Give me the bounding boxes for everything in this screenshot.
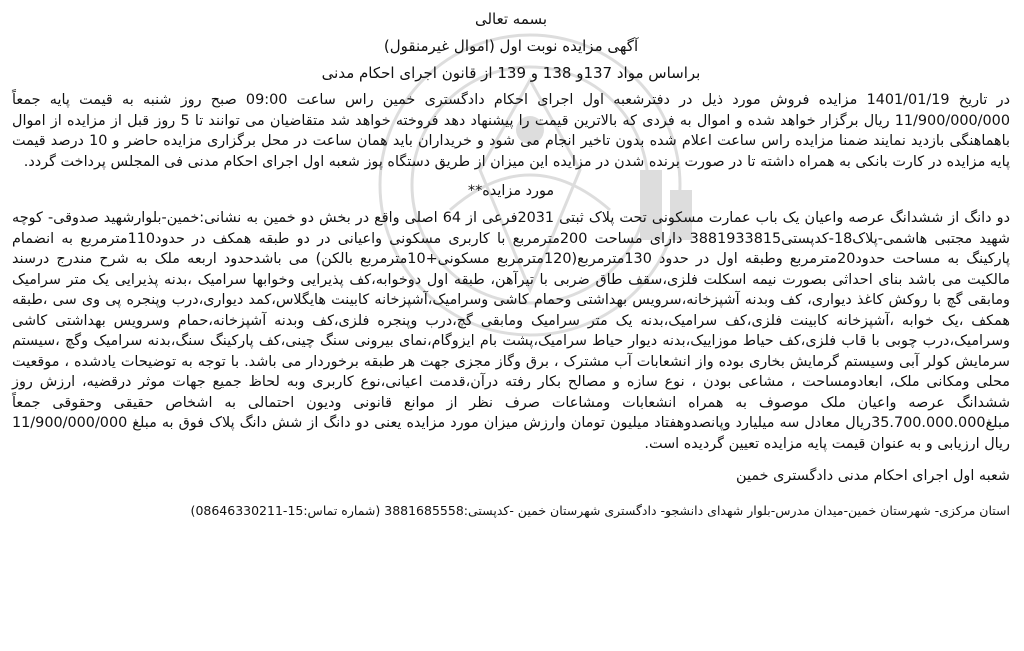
notice-title: آگهی مزایده نوبت اول (اموال غیرمنقول) <box>383 37 639 55</box>
legal-basis: براساس مواد 137و 138 و 139 از قانون اجرای احکام مدنی <box>321 64 701 82</box>
issuing-office: شعبه اول اجرای احکام مدنی دادگستری خمین <box>736 468 1010 484</box>
section-title: مورد مزایده** <box>467 183 555 199</box>
header-basmala: بسمه تعالی <box>474 10 548 28</box>
intro-paragraph: در تاریخ 1401/01/19 مزایده فروش مورد ذیل در دفترشعبه اول اجرای احکام دادگستری خمین راس ساعت 09:00 صبح روز شنبه به قیمت پایه جمعاً 11/900/000/000 ریال برگزار خواهد شده و اموال به فردی که بالاترین قیمت را پیشنهاد دهد فروخته خواهد شد متقاضیان می توانند تا 5 روز قبل از مزایده از اموال باهماهنگی بازدید نمایند ضمنا مزایده راس ساعت اعلام شده بدون تاخیر انجام می شود و خریداران باید همان ساعت در محل برگزاری مزایده حاضر و 10 درصد قیمت پایه مزایده در کارت بانکی به همراه داشته تا در صورت برنده شدن در مزایده این میزان از طریق دستگاه پوز شعبه اول اجرای احکام مدنی فی المجلس پرداخت گردد. <box>12 92 1011 170</box>
property-description: دو دانگ از ششدانگ عرصه واعیان یک باب عمارت مسکونی تحت پلاک ثبتی 2031فرعی از 64 اصلی واقع در بخش دو خمین به نشانی:خمین-بلوارشهید صدوقی- کوچه شهید مجتبی هاشمی-پلاک18-کدپستی3881933815 دارای مساحت 200مترمربع با کاربری مسکونی واعیانی در دو طبقه همکف در حدود110مترمربع به انضمام پارکینگ به مساحت حدود20مترمربع وطبقه اول در حدود 130مترمربع(120مترمربع مسکونی+10مترمربع بالکن) می باشدحدود اربعه ملک به شرح مندرج درسند مالکیت می باشد بنای احداثی بصورت نیمه اسکلت فلزی،سقف طاق ضربی با تیرآهن، طبقه اول دوخوابه،کف پذیرایی وخوابها سرامیک ،بدنه پذیرایی یک متر سرامیک ومابقی گچ با روکش کاغذ دیواری، کف وبدنه آشپزخانه،سرویس بهداشتی وحمام کاشی وسرامیک،آشپزخانه کابینت هایگلاس،کمد دیواری،درب وپنجره پی وی سی ،طبقه همکف ،یک خوابه ،آشپزخانه کابینت فلزی،کف سرامیک،بدنه یک متر سرامیک ومابقی گچ،درب وپنجره فلزی،کف وبدنه آشپزخانه،حمام وسرویس بهداشتی کاشی وسرامیک،درب چوبی با قاب فلزی،کف حیاط موزاییک،بدنه دیوار حیاط سرامیک،پشت بام ایزوگام،نمای بیرونی سنگ چینی،کف پارکینگ سنگ،بدنه سرامیک وگچ ،سیستم سرمایش کولر آبی وسیستم گرمایش بخاری بوده واز انشعابات آب مشترک ، برق وگاز مجزی جهت هر طبقه برخوردار می باشد. با توجه به توضیحات یادشده ، موقعیت محلی ومکانی ملک، ابعادومساحت ، مشاعی بودن ، نوع سازه و مصالح بکار رفته درآن،قدمت اعیانی،نوع کاربری وبه لحاظ جمیع جهات موثر درقضیه، ارزش روز ششدانگ عرصه واعیان ملک موصوف به همراه انشعابات ومشاعات صرف نظر از موانع قانونی ودیون احتمالی به اشخاص حقیقی وحقوقی جمعاً مبلغ35.700.000.000ریال معادل سه میلیارد وپانصدوهفتاد میلیون تومان وارزش میزان مورد مزایده یعنی دو دانگ از شش دانگ پلاک فوق به مبلغ 11/900/000/000 ریال ارزیابی و به عنوان قیمت پایه مزایده تعیین گردیده است. <box>12 210 1010 452</box>
office-address: استان مرکزی- شهرستان خمین-میدان مدرس-بلوار شهدای دانشجو- دادگستری شهرستان خمین -کدپستی:3881685558 (شماره تماس:15-08646330211) <box>190 503 1010 518</box>
auction-notice <box>12 6 1010 520</box>
